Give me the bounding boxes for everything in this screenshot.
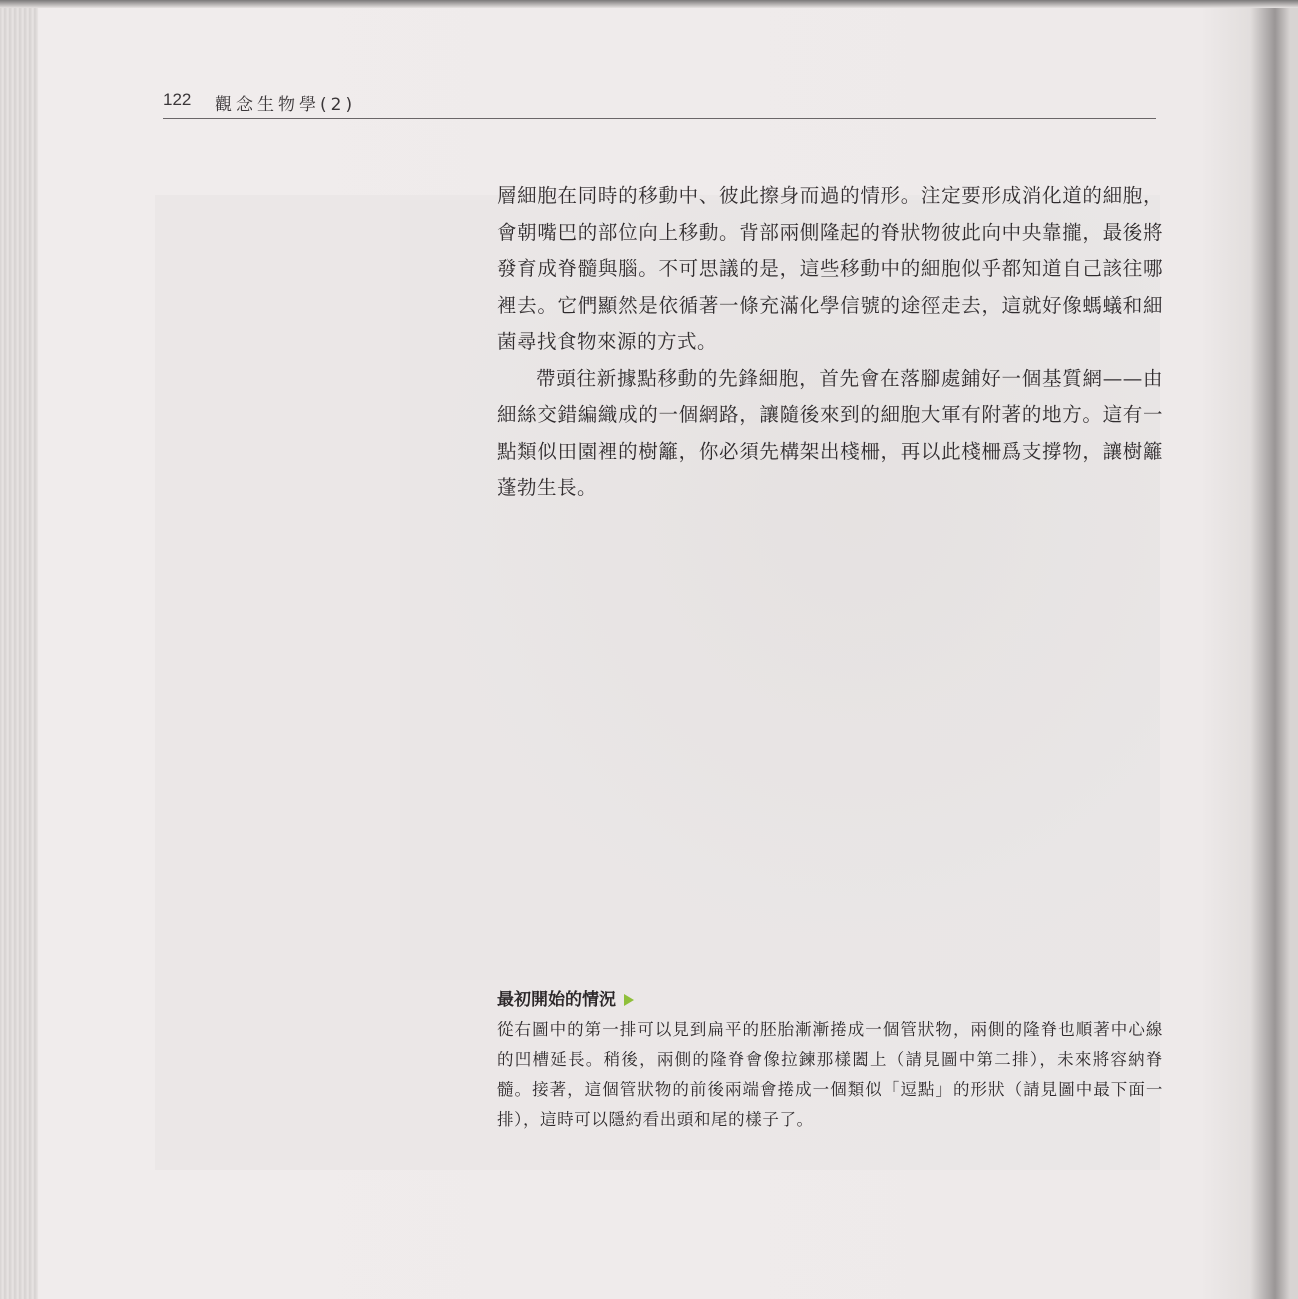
caption-heading: [497, 985, 1163, 1015]
paragraph-1: 層細胞在同時的移動中、彼此擦身而過的情形。注定要形成消化道的細胞，會朝嘴巴的部位向上移動。背部兩側隆起的脊狀物彼此向中央靠攏，最後將發育成脊髓與腦。不可思議的是，這些移動中的細胞似乎都知道自己該往哪裡去。它們顯然是依循著一條充滿化學信號的途徑走去，這就好像螞蟻和細菌尋找食物來源的方式。: [497, 184, 1163, 353]
main-text: [497, 178, 1163, 507]
paragraph-2: 帶頭往新據點移動的先鋒細胞，首先會在落腳處鋪好一個基質網——由細絲交錯編織成的一個網路，讓隨後來到的細胞大軍有附著的地方。這有一點類似田園裡的樹籬，你必須先構架出棧柵，再以此棧柵爲支撐物，讓樹籬蓬勃生長。: [497, 366, 1163, 499]
book-title: 觀念生物學(2): [215, 95, 357, 115]
page-edge-top: [0, 0, 1298, 8]
caption-title: 最初開始的情況: [497, 990, 616, 1010]
figure-caption: [497, 985, 1163, 1135]
page-number: 122: [163, 90, 192, 109]
caption-text: 從右圖中的第一排可以見到扁平的胚胎漸漸捲成一個管狀物，兩側的隆脊也順著中心線的凹槽延長。稍後，兩側的隆脊會像拉鍊那樣闔上（請見圖中第二排），未來將容納脊髓。接著，這個管狀物的前後兩端會捲成一個類似「逗點」的形狀（請見圖中最下面一排），這時可以隱約看出頭和尾的樣子了。: [497, 1020, 1163, 1129]
page-edge-left: [0, 0, 38, 1299]
triangle-right-icon: [624, 994, 634, 1006]
running-header: [163, 90, 1156, 119]
